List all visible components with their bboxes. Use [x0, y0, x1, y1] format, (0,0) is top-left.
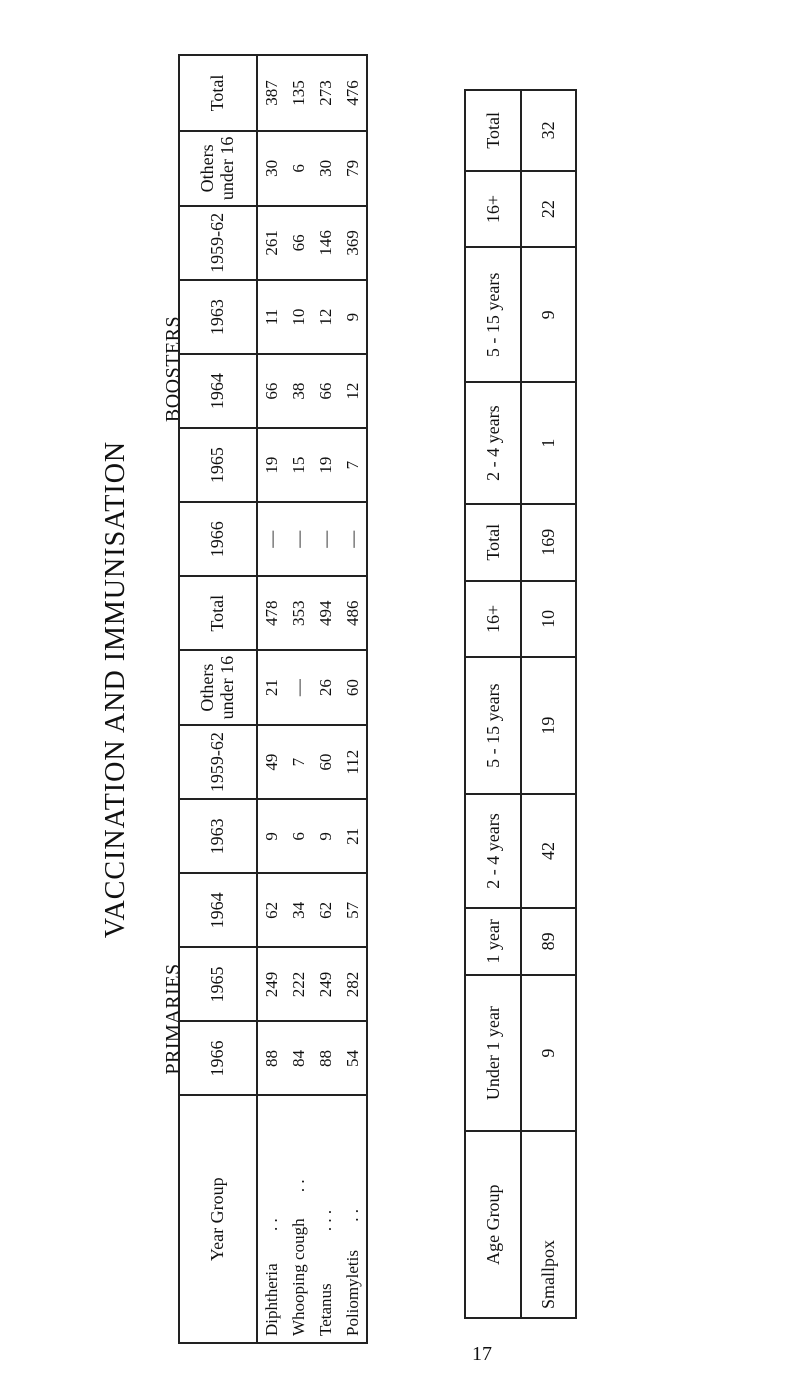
cell: 249	[262, 971, 281, 998]
col-header: 1959-62	[179, 206, 257, 280]
boosters-heading: BOOSTERS	[162, 315, 184, 423]
disease-labels	[257, 1096, 367, 1344]
col-header: Total	[465, 504, 521, 581]
cell: 273	[316, 80, 335, 106]
cell: 261	[262, 230, 281, 256]
values-column	[257, 131, 367, 206]
cell: 34	[289, 901, 308, 919]
col-header: 1965	[179, 947, 257, 1021]
cell: 19	[521, 657, 576, 794]
cell: 32	[521, 90, 576, 171]
col-header: 5 - 15 years	[465, 247, 521, 382]
cell: 26	[316, 679, 335, 697]
values-column	[257, 799, 367, 873]
cell: 10	[521, 581, 576, 658]
cell: 60	[316, 753, 335, 771]
cell: 22	[521, 171, 576, 248]
cell: 282	[343, 971, 362, 998]
cell: —	[262, 530, 281, 548]
cell: 7	[343, 460, 362, 470]
cell: 66	[262, 382, 281, 400]
cell: 19	[316, 456, 335, 474]
col-header: Under 1 year	[465, 975, 521, 1132]
cell: 486	[343, 600, 362, 627]
cell: 6	[289, 832, 308, 841]
cell: 60	[343, 679, 362, 697]
cell: 79	[343, 159, 362, 177]
cell: 7	[289, 757, 308, 767]
col-header: Others under 16	[179, 650, 257, 725]
cell: 84	[289, 1049, 308, 1067]
cell: 88	[262, 1049, 281, 1067]
immunisation-table	[178, 54, 368, 1344]
col-header: 1965	[179, 428, 257, 502]
cell: 112	[343, 749, 362, 775]
col-header: 1966	[179, 502, 257, 576]
cell: 12	[343, 382, 362, 400]
cell: 11	[262, 308, 281, 326]
cell: —	[316, 530, 335, 548]
cell: 54	[343, 1049, 362, 1067]
col-header: 2 - 4 years	[465, 794, 521, 908]
col-header: 1959-62	[179, 725, 257, 799]
cell: 38	[289, 382, 308, 400]
row-label-whooping-cough: Whooping cough . .	[289, 1179, 308, 1336]
col-header: 16+	[465, 171, 521, 248]
col-header: Total	[179, 576, 257, 650]
cell: 476	[343, 80, 362, 106]
col-header: Total	[179, 55, 257, 131]
row-label-smallpox: Smallpox	[521, 1131, 576, 1318]
cell: 89	[521, 908, 576, 975]
row-label-poliomyletis: Poliomyletis . .	[343, 1209, 362, 1336]
cell: 57	[343, 901, 362, 919]
col-header: 1963	[179, 280, 257, 354]
col-header: Total	[465, 90, 521, 171]
row-label-diphtheria: Diphtheria . .	[262, 1218, 281, 1336]
cell: —	[289, 679, 308, 697]
col-header: 1963	[179, 799, 257, 873]
values-column	[257, 354, 367, 428]
page-number: 17	[472, 1343, 492, 1365]
cell: 49	[262, 753, 281, 771]
col-header: 1 year	[465, 908, 521, 975]
smallpox-table	[464, 89, 577, 1319]
cell: 9	[521, 247, 576, 382]
col-header: Others under 16	[179, 131, 257, 206]
cell: 9	[316, 832, 335, 841]
cell: 353	[289, 600, 308, 627]
cell: 146	[316, 230, 335, 256]
cell: 19	[262, 456, 281, 474]
cell: 1	[521, 382, 576, 503]
cell: 30	[262, 159, 281, 177]
values-column	[257, 650, 367, 725]
col-header: 2 - 4 years	[465, 382, 521, 503]
values-column	[257, 1021, 367, 1095]
cell: 21	[262, 679, 281, 697]
cell: 30	[316, 159, 335, 177]
cell: 494	[316, 600, 335, 627]
values-column	[257, 206, 367, 280]
cell: 6	[289, 164, 308, 173]
cell: 169	[521, 504, 576, 581]
cell: 12	[316, 308, 335, 326]
year-group-header: Year Group	[179, 1096, 257, 1344]
cell: 9	[521, 975, 576, 1132]
cell: 62	[262, 901, 281, 919]
cell: 135	[289, 80, 308, 106]
cell: 66	[289, 234, 308, 252]
cell: 478	[262, 600, 281, 627]
cell: 387	[262, 80, 281, 106]
values-column	[257, 947, 367, 1021]
cell: —	[343, 530, 362, 548]
age-group-header: Age Group	[465, 1131, 521, 1318]
cell: 21	[343, 827, 362, 845]
col-header: 5 - 15 years	[465, 657, 521, 794]
cell: 15	[289, 456, 308, 474]
cell: 88	[316, 1049, 335, 1067]
primaries-heading: PRIMARIES	[162, 963, 184, 1075]
cell: 222	[289, 971, 308, 998]
cell: 9	[343, 312, 362, 322]
cell: 10	[289, 308, 308, 326]
values-column	[257, 873, 367, 947]
row-label-tetanus: Tetanus . . .	[316, 1209, 335, 1336]
values-column	[257, 725, 367, 799]
page-title: VACCINATION AND IMMUNISATION	[100, 440, 131, 939]
cell: —	[289, 530, 308, 548]
cell: 42	[521, 794, 576, 908]
col-header: 1964	[179, 873, 257, 947]
values-column	[257, 576, 367, 650]
cell: 66	[316, 382, 335, 400]
col-header: 1964	[179, 354, 257, 428]
values-column	[257, 280, 367, 354]
values-column	[257, 55, 367, 131]
cell: 62	[316, 901, 335, 919]
col-header: 1966	[179, 1021, 257, 1095]
cell: 9	[262, 832, 281, 841]
cell: 249	[316, 971, 335, 998]
col-header: 16+	[465, 581, 521, 658]
values-column	[257, 502, 367, 576]
values-column	[257, 428, 367, 502]
cell: 369	[343, 230, 362, 256]
